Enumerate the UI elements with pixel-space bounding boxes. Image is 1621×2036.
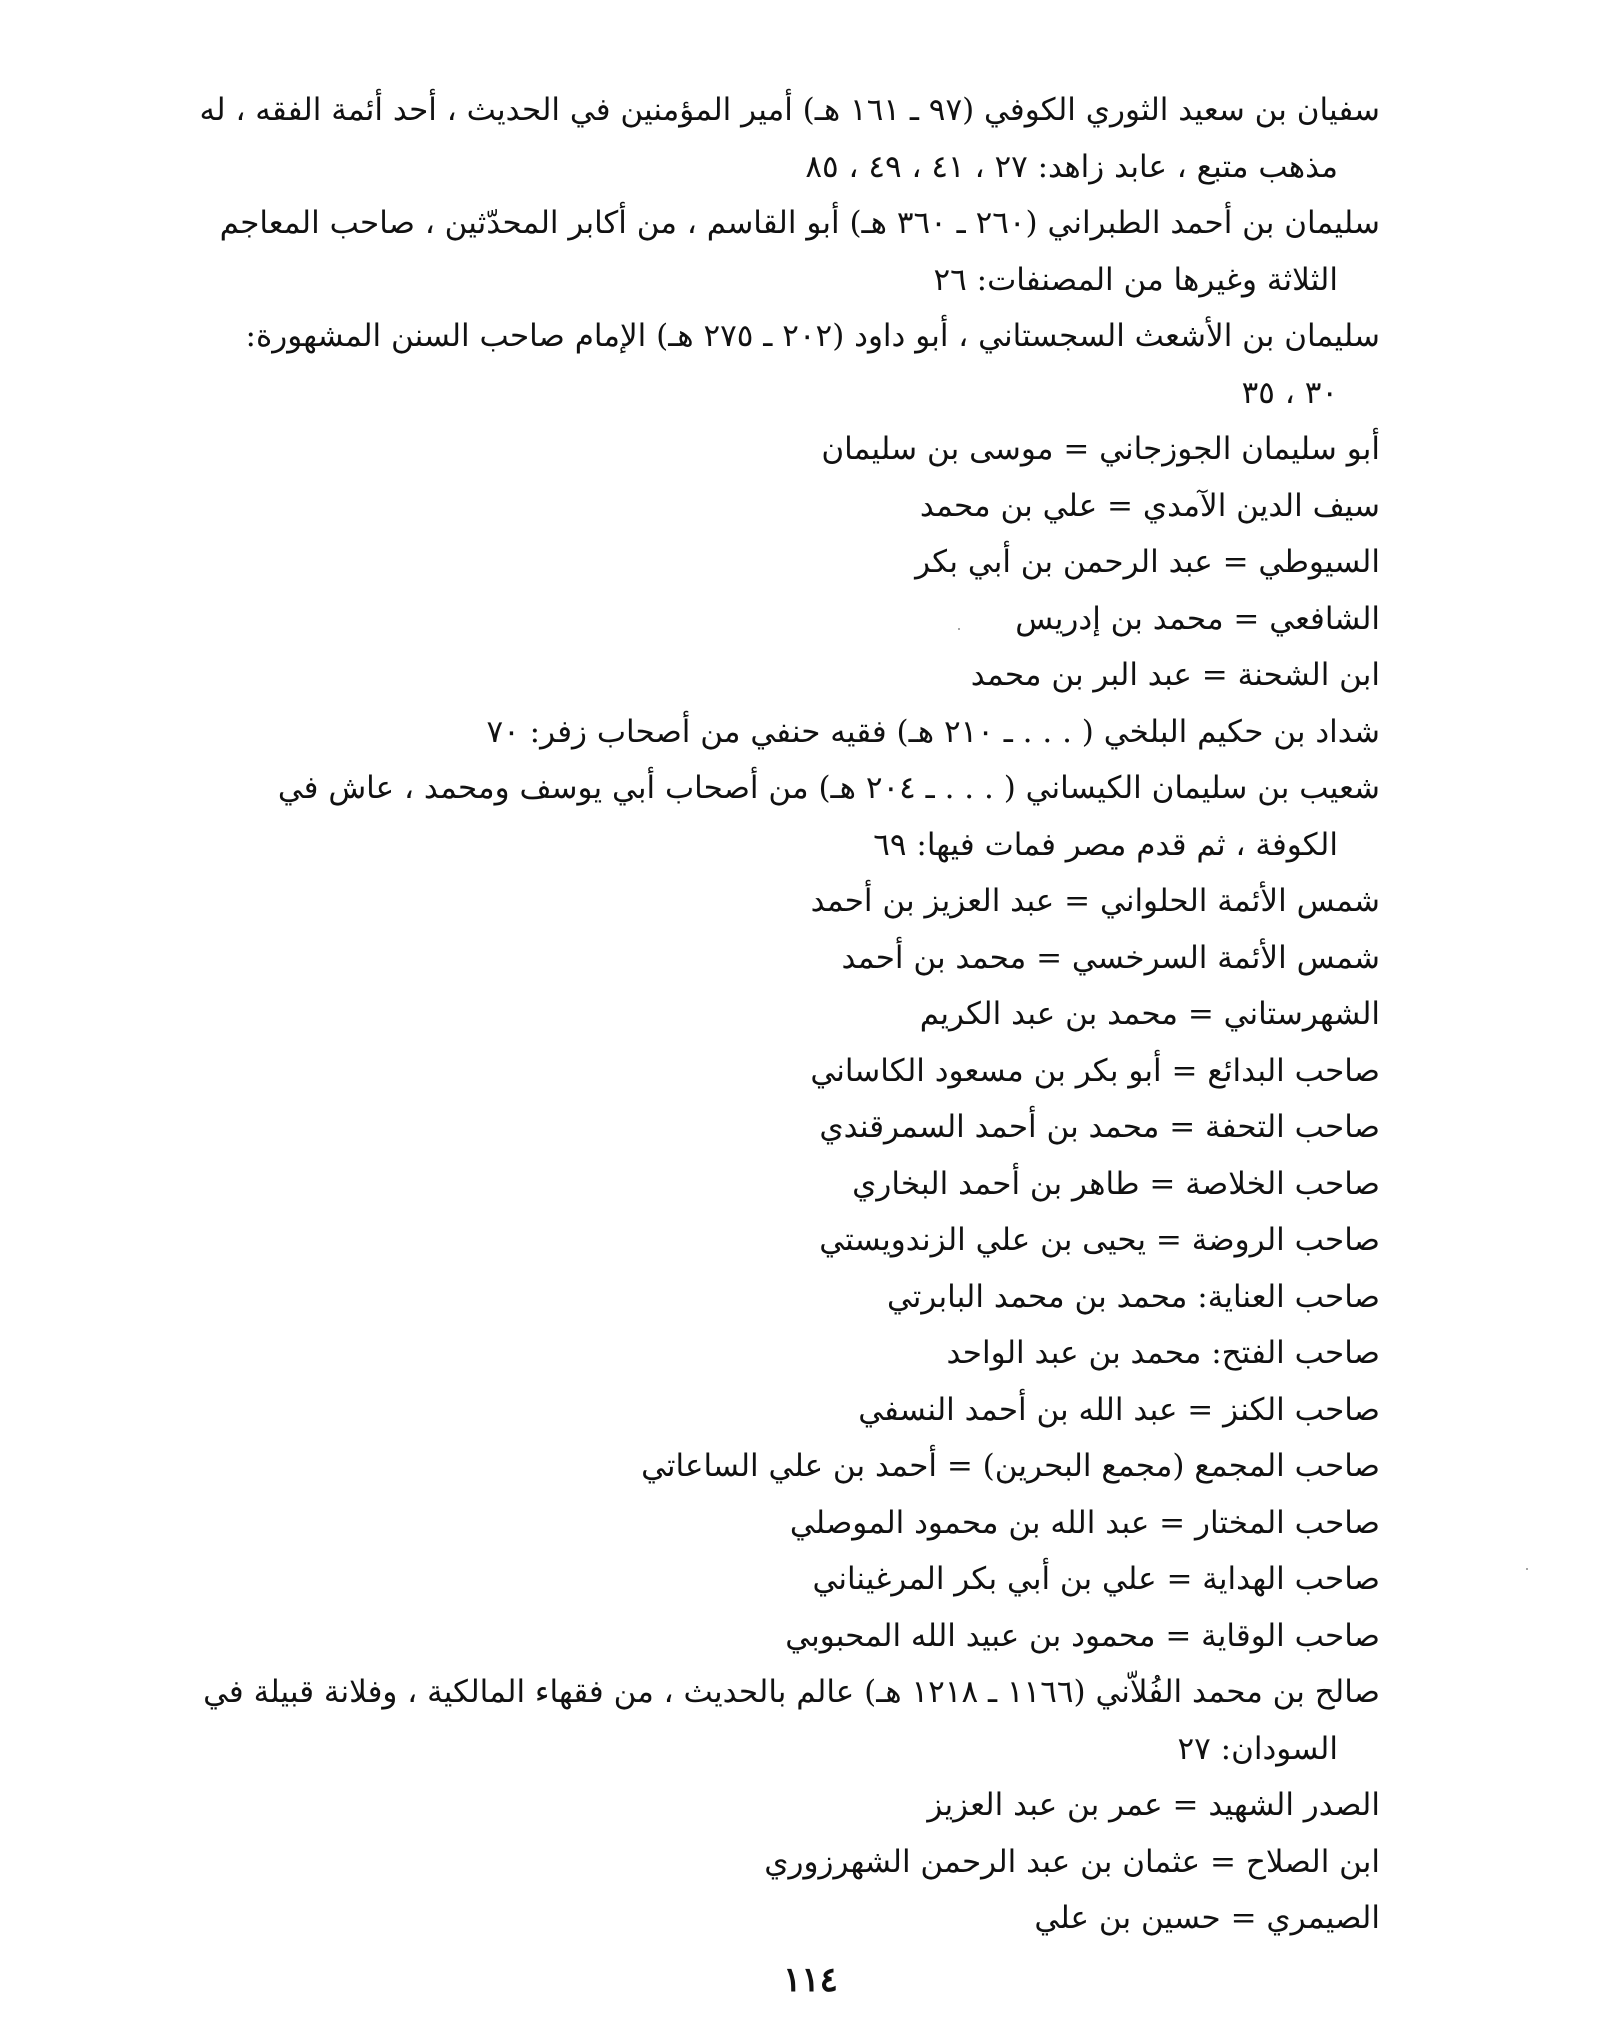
entry-text: شمس الأئمة السرخسي = محمد بن أحمد bbox=[841, 939, 1380, 976]
entry-text: سفيان بن سعيد الثوري الكوفي (٩٧ ـ ١٦١ هـ) أمير المؤمنين في الحديث ، أحد أئمة الفقه ، له bbox=[199, 92, 1380, 128]
entry-text: صاحب التحفة = محمد بن أحمد السمرقندي bbox=[819, 1109, 1380, 1145]
index-entry bbox=[175, 1777, 1380, 1834]
entry-text: الصيمري = حسين بن علي bbox=[1034, 1900, 1380, 1936]
page-number: ١١٤ bbox=[783, 1960, 838, 2000]
entry-text: صاحب الفتح: محمد بن عبد الواحد bbox=[946, 1335, 1380, 1371]
entry-text: صاحب الهداية = علي بن أبي بكر المرغيناني bbox=[812, 1561, 1380, 1597]
index-entry bbox=[175, 1325, 1380, 1382]
index-entry bbox=[175, 478, 1380, 535]
index-entry bbox=[175, 1043, 1380, 1100]
index-entry bbox=[175, 1382, 1380, 1439]
index-entry bbox=[175, 986, 1380, 1043]
index-entry bbox=[175, 195, 1380, 308]
entry-text: صاحب المجمع (مجمع البحرين) = أحمد بن علي الساعاتي bbox=[641, 1448, 1380, 1484]
entry-text: صالح بن محمد الفُلاّني (١١٦٦ ـ ١٢١٨ هـ) عالم بالحديث ، من فقهاء المالكية ، وفلانة قبيلة في bbox=[203, 1674, 1380, 1710]
index-entry bbox=[175, 1608, 1380, 1665]
index-entry bbox=[175, 591, 1380, 648]
entry-text: شعيب بن سليمان الكيساني ( . . . ـ ٢٠٤ هـ) من أصحاب أبي يوسف ومحمد ، عاش في bbox=[277, 770, 1380, 806]
entry-text: السيوطي = عبد الرحمن بن أبي بكر bbox=[915, 544, 1380, 580]
entry-text: أبو سليمان الجوزجاني = موسى بن سليمان bbox=[821, 431, 1380, 467]
entry-continuation: الكوفة ، ثم قدم مصر فمات فيها: ٦٩ bbox=[873, 826, 1338, 863]
entry-continuation: ٣٠ ، ٣٥ bbox=[1241, 374, 1338, 411]
entry-text: شداد بن حكيم البلخي ( . . . ـ ٢١٠ هـ) فقيه حنفي من أصحاب زفر: ٧٠ bbox=[486, 713, 1380, 750]
index-entry bbox=[175, 1664, 1380, 1777]
entry-text: ابن الصلاح = عثمان بن عبد الرحمن الشهرزوري bbox=[764, 1843, 1380, 1880]
index-entry bbox=[175, 930, 1380, 987]
names-index-list bbox=[175, 82, 1380, 1947]
entry-text: الشافعي = محمد بن إدريس bbox=[1015, 600, 1380, 637]
index-entry bbox=[175, 1212, 1380, 1269]
index-entry bbox=[175, 760, 1380, 873]
entry-text: صاحب البدائع = أبو بكر بن مسعود الكاساني bbox=[810, 1052, 1380, 1089]
index-entry bbox=[175, 647, 1380, 704]
index-entry bbox=[175, 1156, 1380, 1213]
scan-speck bbox=[1526, 1568, 1528, 1570]
entry-text: سليمان بن الأشعث السجستاني ، أبو داود (٢٠٢ ـ ٢٧٥ هـ) الإمام صاحب السنن المشهورة: bbox=[245, 318, 1380, 354]
index-entry bbox=[175, 1438, 1380, 1495]
entry-text: صاحب العناية: محمد بن محمد البابرتي bbox=[886, 1278, 1380, 1315]
index-entry bbox=[175, 1890, 1380, 1947]
index-entry bbox=[175, 1495, 1380, 1552]
entry-text: شمس الأئمة الحلواني = عبد العزيز بن أحمد bbox=[810, 883, 1380, 919]
entry-text: الصدر الشهيد = عمر بن عبد العزيز bbox=[927, 1787, 1380, 1823]
index-entry bbox=[175, 534, 1380, 591]
index-entry bbox=[175, 82, 1380, 195]
entry-text: سليمان بن أحمد الطبراني (٢٦٠ ـ ٣٦٠ هـ) أبو القاسم ، من أكابر المحدّثين ، صاحب المعاجم bbox=[219, 205, 1380, 241]
entry-text: صاحب الخلاصة = طاهر بن أحمد البخاري bbox=[852, 1165, 1380, 1202]
entry-text: صاحب الروضة = يحيى بن علي الزندويستي bbox=[819, 1222, 1380, 1258]
index-entry bbox=[175, 421, 1380, 478]
entry-text: سيف الدين الآمدي = علي بن محمد bbox=[919, 487, 1380, 524]
entry-text: صاحب المختار = عبد الله بن محمود الموصلي bbox=[789, 1504, 1380, 1541]
entry-text: صاحب الوقاية = محمود بن عبيد الله المحبوبي bbox=[785, 1617, 1380, 1654]
entry-text: ابن الشحنة = عبد البر بن محمد bbox=[970, 657, 1380, 693]
entry-continuation: مذهب متبع ، عابد زاهد: ٢٧ ، ٤١ ، ٤٩ ، ٨٥ bbox=[805, 148, 1338, 185]
entry-text: الشهرستاني = محمد بن عبد الكريم bbox=[919, 996, 1380, 1032]
index-entry bbox=[175, 308, 1380, 421]
index-entry bbox=[175, 1834, 1380, 1891]
index-entry bbox=[175, 1551, 1380, 1608]
index-entry bbox=[175, 1099, 1380, 1156]
index-entry bbox=[175, 1269, 1380, 1326]
entry-continuation: الثلاثة وغيرها من المصنفات: ٢٦ bbox=[933, 261, 1338, 298]
entry-continuation: السودان: ٢٧ bbox=[1177, 1730, 1338, 1767]
index-entry bbox=[175, 704, 1380, 761]
entry-text: صاحب الكنز = عبد الله بن أحمد النسفي bbox=[858, 1391, 1380, 1428]
scan-speck bbox=[958, 628, 960, 630]
index-entry bbox=[175, 873, 1380, 930]
